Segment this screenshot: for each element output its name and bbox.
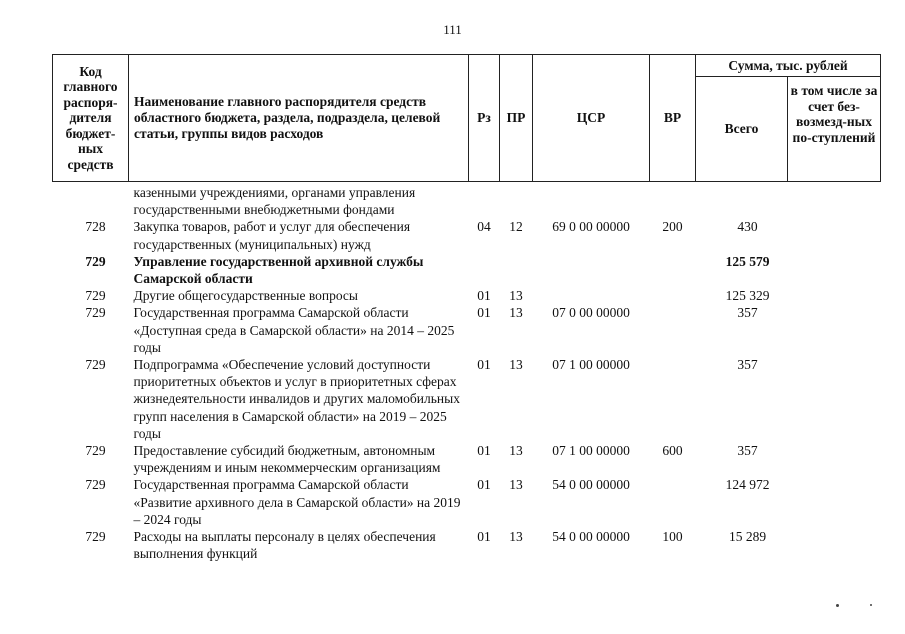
row-rz: 01 bbox=[477, 529, 491, 545]
row-csr: 54 0 00 00000 bbox=[552, 477, 630, 493]
row-total: 357 bbox=[737, 443, 758, 459]
row-pr: 13 bbox=[509, 443, 523, 459]
table-row bbox=[53, 442, 881, 476]
table-row bbox=[53, 287, 881, 304]
row-vr: 200 bbox=[662, 219, 683, 235]
header-vr: ВР bbox=[650, 55, 696, 182]
table-row bbox=[53, 476, 881, 528]
table-row bbox=[53, 253, 881, 287]
row-incl bbox=[788, 218, 881, 252]
row-pr: 13 bbox=[509, 477, 523, 493]
scan-speck bbox=[836, 604, 839, 607]
row-pr bbox=[500, 253, 533, 287]
row-incl bbox=[788, 253, 881, 287]
row-rz: 04 bbox=[477, 219, 491, 235]
row-vr bbox=[650, 476, 696, 528]
row-code: 729 bbox=[85, 529, 106, 545]
row-vr: 600 bbox=[662, 443, 683, 459]
row-name: Предоставление субсидий бюджетным, автономным учреждениям и иным некоммерческим организациям bbox=[133, 443, 441, 476]
row-incl bbox=[788, 287, 881, 304]
row-incl bbox=[788, 528, 881, 562]
row-name: казенными учреждениями, органами управления государственными внебюджетными фондами bbox=[133, 185, 416, 218]
row-total: 125 579 bbox=[725, 253, 770, 269]
row-vr bbox=[650, 304, 696, 356]
row-incl bbox=[788, 182, 881, 219]
header-rz: Рз bbox=[469, 55, 500, 182]
row-rz bbox=[469, 182, 500, 219]
header-sum: Сумма, тыс. рублей bbox=[696, 55, 881, 77]
row-code: 729 bbox=[85, 288, 106, 304]
row-rz: 01 bbox=[477, 477, 491, 493]
row-code: 729 bbox=[85, 253, 106, 269]
row-rz: 01 bbox=[477, 357, 491, 373]
row-incl bbox=[788, 442, 881, 476]
row-csr: 07 1 00 00000 bbox=[552, 443, 630, 459]
row-vr bbox=[650, 287, 696, 304]
row-rz: 01 bbox=[477, 305, 491, 321]
row-csr: 69 0 00 00000 bbox=[552, 219, 630, 235]
row-vr bbox=[650, 182, 696, 219]
row-name: Управление государственной архивной службы Самарской области bbox=[133, 253, 424, 287]
row-vr bbox=[650, 356, 696, 442]
row-total: 15 289 bbox=[728, 529, 767, 545]
row-total: 124 972 bbox=[725, 477, 770, 493]
header-incl: в том числе за счет без-возмезд-ных по-ступлений bbox=[788, 77, 881, 182]
header-code: Код главного распоря-дителя бюджет-ных средств bbox=[53, 55, 129, 182]
header-total: Всего bbox=[696, 77, 788, 182]
header-pr: ПР bbox=[500, 55, 533, 182]
row-total: 430 bbox=[737, 219, 758, 235]
table-header bbox=[53, 55, 881, 182]
row-pr: 13 bbox=[509, 529, 523, 545]
row-total bbox=[696, 182, 788, 219]
header-name: Наименование главного распорядителя средств областного бюджета, раздела, подраздела, целевой статьи, группы видов расходов bbox=[129, 55, 469, 182]
row-code: 728 bbox=[85, 219, 106, 235]
row-name: Закупка товаров, работ и услуг для обеспечения государственных (муниципальных) нужд bbox=[133, 219, 411, 252]
row-name: Расходы на выплаты персоналу в целях обеспечения выполнения функций bbox=[133, 529, 436, 562]
row-code: 729 bbox=[85, 305, 106, 321]
row-csr bbox=[533, 253, 650, 287]
row-csr: 54 0 00 00000 bbox=[552, 529, 630, 545]
row-incl bbox=[788, 304, 881, 356]
row-pr: 13 bbox=[509, 288, 523, 304]
row-pr: 12 bbox=[509, 219, 523, 235]
header-csr: ЦСР bbox=[533, 55, 650, 182]
row-vr: 100 bbox=[662, 529, 683, 545]
table-row bbox=[53, 182, 881, 219]
row-name: Государственная программа Самарской области «Доступная среда в Самарской области» на 2014 – 2025 годы bbox=[133, 305, 455, 355]
row-incl bbox=[788, 356, 881, 442]
table-row bbox=[53, 356, 881, 442]
table-row bbox=[53, 304, 881, 356]
row-rz: 01 bbox=[477, 288, 491, 304]
row-name: Подпрограмма «Обеспечение условий доступности приоритетных объектов и услуг в приоритетных сферах жизнедеятельности инвалидов и других маломобильных групп населения в Самарской области» на 2019 – 2025 годы bbox=[133, 357, 460, 441]
row-code: 729 bbox=[85, 443, 106, 459]
row-total: 357 bbox=[737, 357, 758, 373]
row-code: 729 bbox=[85, 477, 106, 493]
row-csr bbox=[533, 182, 650, 219]
row-code: 729 bbox=[85, 357, 106, 373]
scan-speck bbox=[870, 604, 872, 606]
row-rz bbox=[469, 253, 500, 287]
row-pr: 13 bbox=[509, 305, 523, 321]
page-number: 111 bbox=[443, 22, 462, 37]
row-csr: 07 0 00 00000 bbox=[552, 305, 630, 321]
row-incl bbox=[788, 476, 881, 528]
budget-table-sheet bbox=[52, 54, 880, 562]
row-total: 125 329 bbox=[725, 288, 770, 304]
row-pr bbox=[500, 182, 533, 219]
row-csr: 07 1 00 00000 bbox=[552, 357, 630, 373]
table-row bbox=[53, 218, 881, 252]
row-csr bbox=[533, 287, 650, 304]
table-body bbox=[53, 182, 881, 563]
row-code bbox=[53, 182, 129, 219]
row-name: Государственная программа Самарской области «Развитие архивного дела в Самарской области» на 2019 – 2024 годы bbox=[133, 477, 461, 527]
row-total: 357 bbox=[737, 305, 758, 321]
row-pr: 13 bbox=[509, 357, 523, 373]
budget-table bbox=[52, 54, 881, 562]
row-name: Другие общегосударственные вопросы bbox=[133, 288, 358, 304]
row-rz: 01 bbox=[477, 443, 491, 459]
table-row bbox=[53, 528, 881, 562]
row-vr bbox=[650, 253, 696, 287]
